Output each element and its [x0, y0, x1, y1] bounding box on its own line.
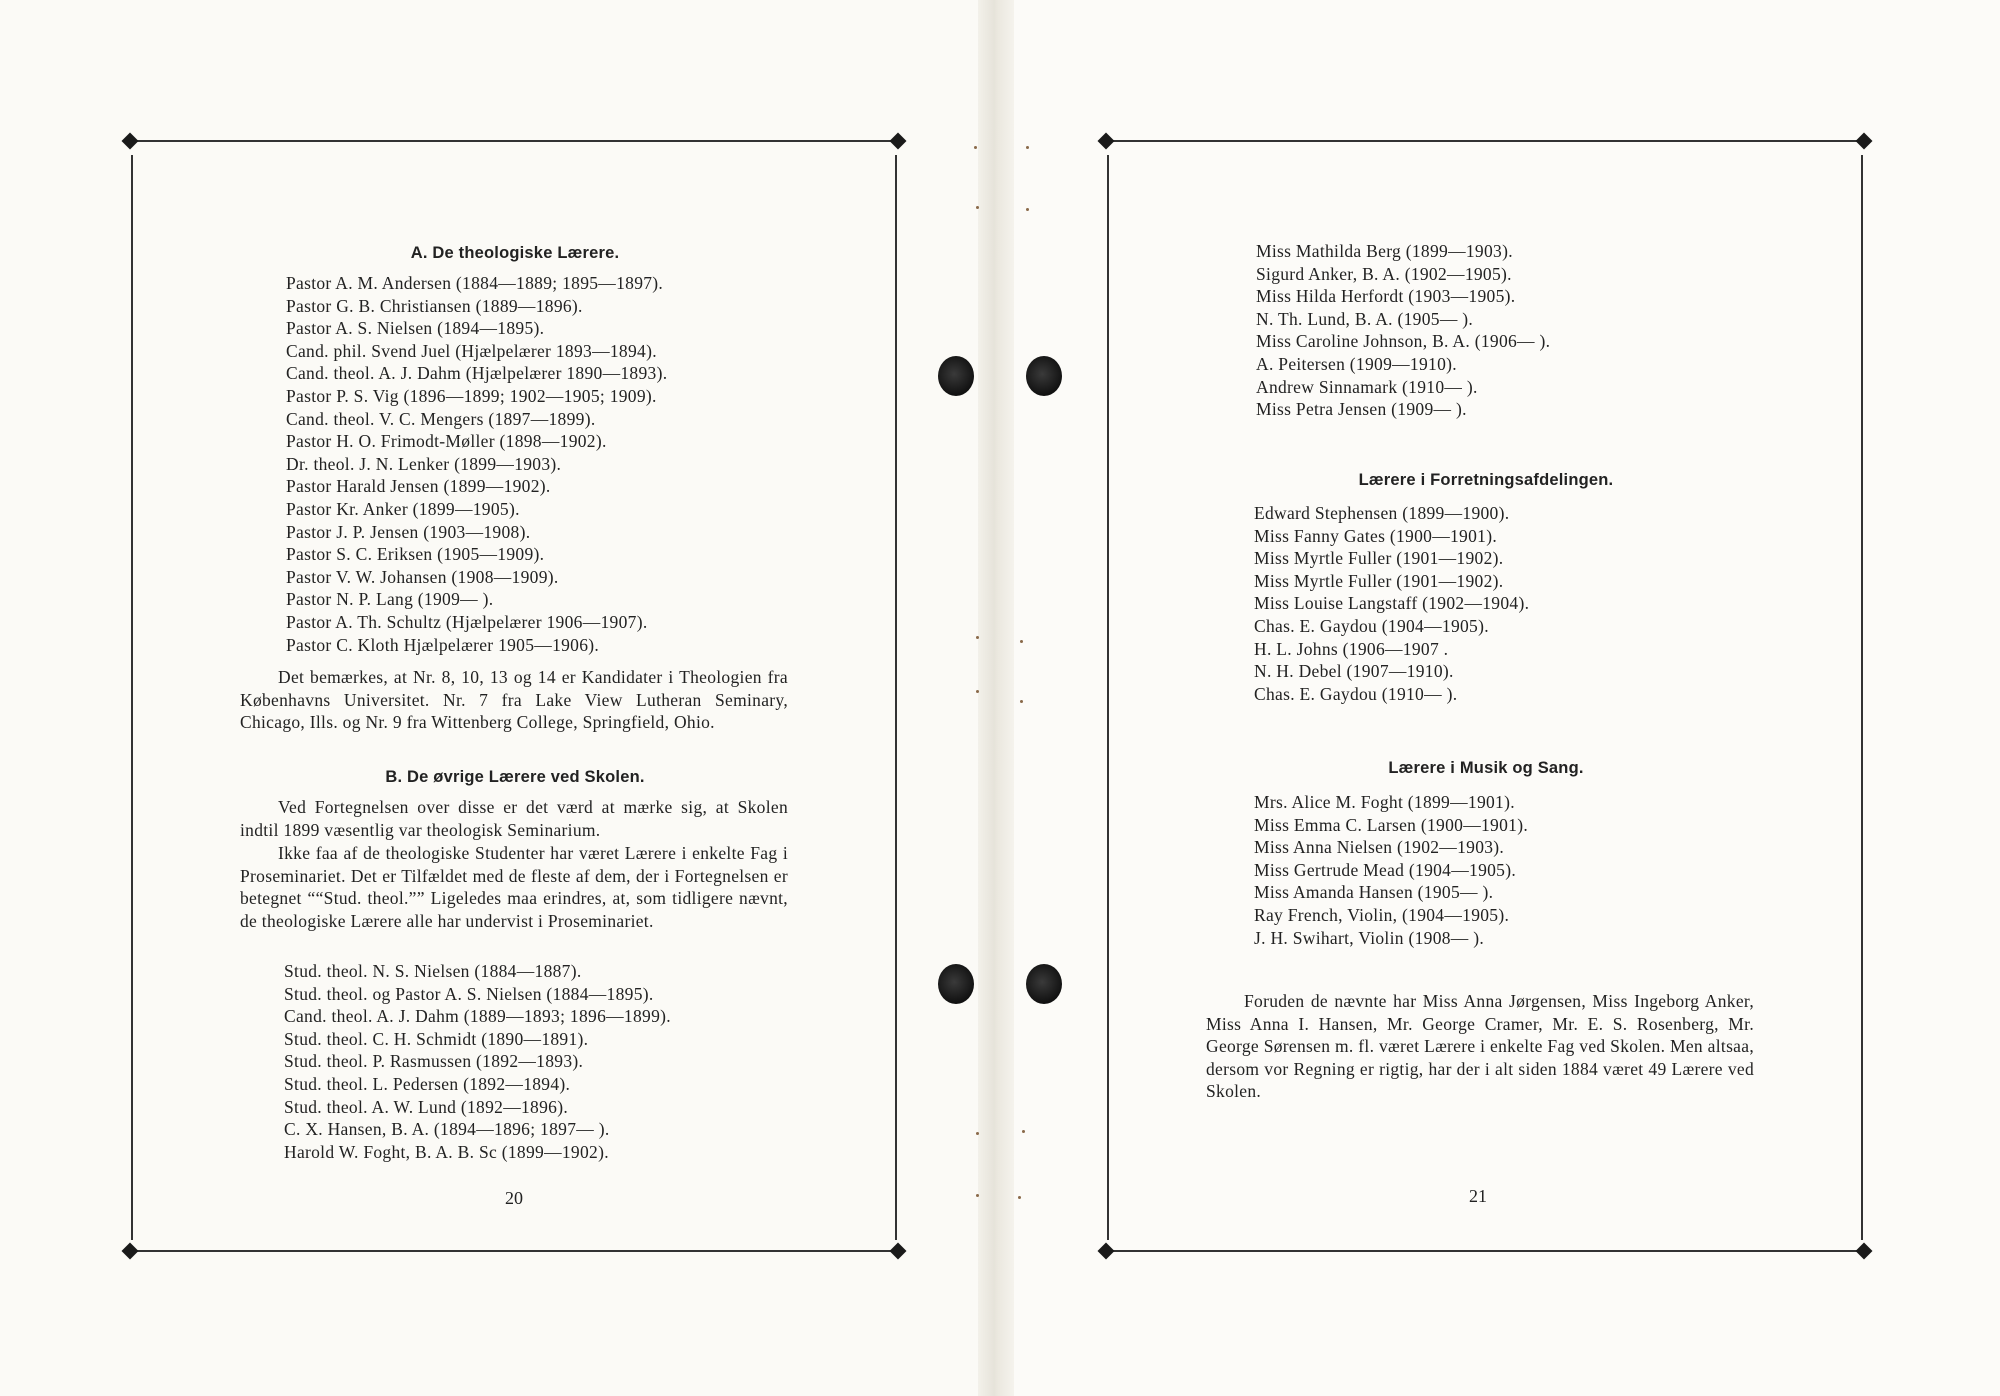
list-item: Stud. theol. A. W. Lund (1892—1896).: [284, 1096, 568, 1117]
right-frame-right-rule: [1861, 155, 1863, 1240]
list-item: Stud. theol. P. Rasmussen (1892—1893).: [284, 1051, 584, 1072]
paper-speck: [1026, 146, 1029, 149]
left-frame-right-rule: [895, 155, 897, 1240]
list-item: Pastor V. W. Johansen (1908—1909).: [286, 566, 559, 587]
list-item: Edward Stephensen (1899—1900).: [1254, 503, 1510, 523]
section-b-list: [284, 960, 804, 1163]
section-a-heading: A. De theologiske Lærere.: [410, 244, 620, 262]
list-item: Miss Amanda Hansen (1905— ).: [1254, 882, 1494, 903]
list-item: Miss Myrtle Fuller (1901—1902).: [1254, 548, 1504, 569]
list-item: Dr. theol. J. N. Lenker (1899—1903).: [286, 453, 562, 474]
section-b-paragraph-1: Ved Fortegnelsen over disse er det værd at mærke sig, at Skolen indtil 1899 væsentlig var theologisk Seminarium.: [240, 797, 788, 840]
list-item: Pastor S. C. Eriksen (1905—1909).: [286, 544, 545, 565]
list-item: Pastor G. B. Christiansen (1889—1896).: [286, 295, 583, 316]
paper-speck: [976, 1132, 979, 1135]
list-item: Miss Gertrude Mead (1904—1905).: [1254, 859, 1517, 880]
continued-list: [1256, 240, 1776, 421]
left-frame-top-rule: [130, 140, 898, 142]
paper-speck: [974, 146, 977, 149]
list-item: Pastor N. P. Lang (1909— ).: [286, 589, 494, 610]
list-item: J. H. Swihart, Violin (1908— ).: [1254, 927, 1485, 948]
list-item: Miss Petra Jensen (1909— ).: [1256, 399, 1467, 420]
list-item: N. Th. Lund, B. A. (1905— ).: [1256, 308, 1474, 329]
list-item: Pastor A. Th. Schultz (Hjælpelærer 1906—1907).: [286, 611, 648, 632]
right-frame-top-rule: [1104, 140, 1864, 142]
section-b-heading: B. De øvrige Lærere ved Skolen.: [385, 768, 645, 786]
list-item: Chas. E. Gaydou (1904—1905).: [1254, 615, 1489, 636]
list-item: Pastor Harald Jensen (1899—1902).: [286, 476, 551, 497]
list-item: Cand. theol. A. J. Dahm (1889—1893; 1896—1899).: [284, 1006, 671, 1027]
binder-hole: [1026, 964, 1062, 1004]
list-item: Pastor C. Kloth Hjælpelærer 1905—1906).: [286, 634, 600, 655]
music-list: [1254, 791, 1774, 949]
list-item: Cand. phil. Svend Juel (Hjælpelærer 1893—1894).: [286, 340, 657, 361]
binder-hole: [938, 964, 974, 1004]
list-item: Ray French, Violin, (1904—1905).: [1254, 904, 1510, 925]
list-item: Miss Mathilda Berg (1899—1903).: [1256, 241, 1513, 261]
right-frame-bottom-rule: [1104, 1250, 1864, 1252]
list-item: Stud. theol. N. S. Nielsen (1884—1887).: [284, 961, 582, 981]
paper-speck: [1022, 1130, 1025, 1133]
list-item: Cand. theol. A. J. Dahm (Hjælpelærer 1890—1893).: [286, 363, 668, 384]
paper-speck: [976, 636, 979, 639]
paper-speck: [1020, 640, 1023, 643]
list-item: Pastor A. S. Nielsen (1894—1895).: [286, 318, 545, 339]
list-item: Stud. theol. og Pastor A. S. Nielsen (1884—1895).: [284, 983, 654, 1004]
list-item: Andrew Sinnamark (1910— ).: [1256, 376, 1478, 397]
list-item: Miss Myrtle Fuller (1901—1902).: [1254, 570, 1504, 591]
left-frame-left-rule: [131, 155, 133, 1240]
list-item: Miss Fanny Gates (1900—1901).: [1254, 525, 1497, 546]
page-number: 21: [1469, 1186, 1487, 1206]
list-item: A. Peitersen (1909—1910).: [1256, 353, 1457, 374]
list-item: Sigurd Anker, B. A. (1902—1905).: [1256, 263, 1512, 284]
list-item: N. H. Debel (1907—1910).: [1254, 661, 1454, 682]
list-item: Miss Anna Nielsen (1902—1903).: [1254, 837, 1505, 858]
section-a-note: Det bemærkes, at Nr. 8, 10, 13 og 14 er Kandidater i Theologien fra Københavns Universitet. Nr. 7 fra Lake View Lutheran Seminary, Chicago, Ills. og Nr. 9 fra Wittenberg College, Springfield, Ohio.: [240, 667, 788, 733]
list-item: Pastor A. M. Andersen (1884—1889; 1895—1897).: [286, 273, 664, 293]
list-item: Miss Caroline Johnson, B. A. (1906— ).: [1256, 331, 1551, 352]
list-item: Pastor J. P. Jensen (1903—1908).: [286, 521, 531, 542]
list-item: Mrs. Alice M. Foght (1899—1901).: [1254, 792, 1515, 812]
business-list: [1254, 502, 1774, 705]
paper-speck: [1020, 700, 1023, 703]
list-item: Miss Hilda Herfordt (1903—1905).: [1256, 286, 1516, 307]
list-item: C. X. Hansen, B. A. (1894—1896; 1897— ).: [284, 1119, 610, 1140]
list-item: Pastor P. S. Vig (1896—1899; 1902—1905; 1909).: [286, 385, 657, 406]
paper-speck: [976, 206, 979, 209]
paper-speck: [1018, 1196, 1021, 1199]
left-frame-bottom-rule: [130, 1250, 898, 1252]
paper-speck: [1026, 208, 1029, 211]
page-gutter: [978, 0, 1014, 1396]
list-item: Pastor H. O. Frimodt-Møller (1898—1902).: [286, 431, 607, 452]
business-heading: Lærere i Forretningsafdelingen.: [1358, 471, 1614, 489]
list-item: Chas. E. Gaydou (1910— ).: [1254, 683, 1458, 704]
binder-hole: [938, 356, 974, 396]
list-item: Cand. theol. V. C. Mengers (1897—1899).: [286, 408, 596, 429]
right-frame-left-rule: [1107, 155, 1109, 1240]
paper-speck: [976, 1194, 979, 1197]
section-a-list: [286, 272, 806, 656]
list-item: Harold W. Foght, B. A. B. Sc (1899—1902).: [284, 1141, 609, 1162]
section-b-paragraph-2: Ikke faa af de theologiske Studenter har været Lærere i enkelte Fag i Proseminariet. Det er Tilfældet med de fleste af dem, der i Fortegnelsen er betegnet ““Stud. theol.”” Ligeledes maa erindres, at, som tidligere nævnt, de theologiske Lærere alle har undervist i Proseminariet.: [240, 843, 788, 931]
list-item: Stud. theol. C. H. Schmidt (1890—1891).: [284, 1028, 589, 1049]
list-item: Miss Louise Langstaff (1902—1904).: [1254, 593, 1530, 614]
list-item: Stud. theol. L. Pedersen (1892—1894).: [284, 1073, 571, 1094]
paper-speck: [976, 690, 979, 693]
music-heading: Lærere i Musik og Sang.: [1388, 759, 1584, 777]
binder-hole: [1026, 356, 1062, 396]
list-item: H. L. Johns (1906—1907 .: [1254, 638, 1449, 659]
list-item: Pastor Kr. Anker (1899—1905).: [286, 498, 520, 519]
page-number: 20: [505, 1188, 523, 1208]
closing-paragraph: Foruden de nævnte har Miss Anna Jørgensen, Miss Ingeborg Anker, Miss Anna I. Hansen, Mr. George Cramer, Mr. E. S. Rosenberg, Mr. George Sørensen m. fl. været Lærere i enkelte Fag ved Skolen. Men altsaa, dersom vor Regning er rigtig, har der i alt siden 1884 været 49 Lærere ved Skolen.: [1206, 991, 1754, 1102]
list-item: Miss Emma C. Larsen (1900—1901).: [1254, 814, 1529, 835]
